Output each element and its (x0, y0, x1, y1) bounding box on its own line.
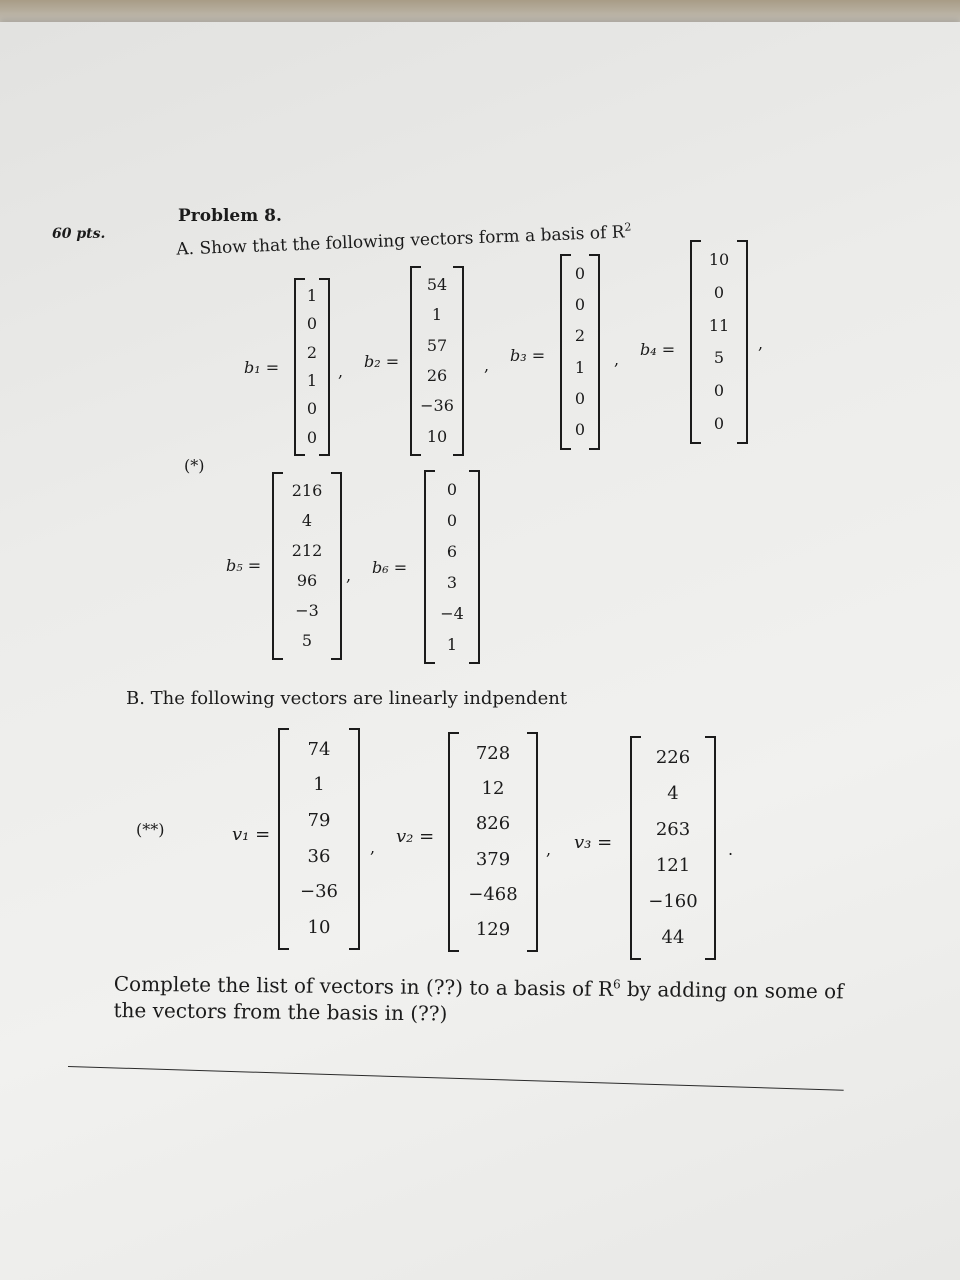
vector-entry: 1 (431, 305, 443, 325)
vector-entry: 0 (713, 282, 725, 302)
vector-entry: 216 (291, 481, 323, 500)
vector-entry: −4 (440, 603, 464, 623)
vector-entry: 5 (713, 348, 725, 368)
vector-b6 (424, 470, 480, 664)
vector-entry: 54 (426, 275, 448, 295)
vector-entry: 129 (475, 919, 511, 941)
vector-entry: −468 (468, 883, 518, 905)
vector-entry: 26 (426, 366, 448, 386)
vector-entry: 79 (307, 810, 331, 832)
vector-label-b1: b₁ = (244, 358, 280, 377)
part-a-prompt-exponent: 2 (624, 220, 632, 234)
vector-entry: 2 (574, 326, 586, 346)
vector-entry: 728 (475, 742, 511, 764)
part-b-prompt: B. The following vectors are linearly indpendent (126, 688, 568, 709)
vector-entry: 0 (306, 399, 318, 419)
vector-entry: 3 (446, 572, 458, 592)
vector-entry: 1 (306, 371, 318, 391)
vector-v3 (630, 736, 716, 960)
vector-entry: 12 (481, 777, 505, 799)
vector-entry: 10 (426, 426, 448, 446)
paper-sheet (0, 22, 960, 1280)
final-period: . (728, 840, 734, 859)
part-a-marker: (*) (184, 456, 205, 475)
vector-entry: 121 (655, 855, 691, 876)
problem-title: Problem 8. (178, 206, 282, 226)
vector-entry: 263 (655, 819, 691, 840)
vector-entry: 6 (446, 541, 458, 561)
vector-label-b2: b₂ = (364, 352, 400, 371)
vector-label-v3: v₃ = (574, 832, 613, 853)
vector-b1 (294, 278, 330, 456)
vector-entry: 11 (708, 315, 730, 335)
vector-entry: −3 (295, 601, 319, 620)
vector-entry: 0 (713, 380, 725, 400)
vector-entry: 2 (306, 342, 318, 362)
vector-entry: 212 (291, 541, 323, 560)
separator-comma: , (546, 840, 552, 859)
vector-entry: −36 (300, 881, 338, 903)
vector-entry: 1 (574, 357, 586, 377)
vector-entry: 826 (475, 813, 511, 835)
vector-b3 (560, 254, 600, 450)
vector-entry: 74 (307, 738, 331, 760)
separator-comma: , (370, 838, 376, 857)
vector-entry: 4 (667, 783, 679, 804)
vector-entry: 1 (313, 774, 325, 796)
vector-label-b6: b₆ = (372, 558, 408, 577)
part-b-marker: (**) (136, 820, 165, 839)
points-label: 60 pts. (52, 226, 106, 242)
vector-b4 (690, 240, 748, 444)
vector-entry: 0 (446, 479, 458, 499)
vector-v1 (278, 728, 360, 950)
instruction-line1-a: Complete the list of vectors in (??) to a basis of R (113, 971, 614, 1001)
part-a-prompt-text: A. Show that the following vectors form a basis of R (176, 222, 625, 260)
vector-v2 (448, 732, 538, 952)
vector-entry: 0 (713, 413, 725, 433)
separator-comma: , (338, 362, 344, 381)
vector-entry: 4 (301, 511, 313, 530)
vector-entry: 1 (446, 634, 458, 654)
vector-entry: 0 (574, 388, 586, 408)
vector-entry: 57 (426, 335, 448, 355)
vector-entry: 0 (306, 314, 318, 334)
vector-entry: 0 (446, 510, 458, 530)
vector-b5 (272, 472, 342, 660)
vector-label-b5: b₅ = (226, 556, 262, 575)
vector-entry: −36 (420, 396, 454, 416)
vector-entry: 379 (475, 848, 511, 870)
vector-entry: 36 (307, 845, 331, 867)
instruction-text (113, 966, 874, 1031)
vector-label-v2: v₂ = (396, 826, 435, 847)
instruction-exponent: 6 (612, 977, 621, 992)
vector-entry: 5 (301, 631, 313, 650)
vector-entry: 0 (306, 427, 318, 447)
instruction-line1-b: by adding on some of (620, 976, 844, 1004)
vector-entry: 10 (307, 917, 331, 939)
separator-comma: , (484, 356, 490, 375)
vector-entry: 0 (574, 294, 586, 314)
separator-comma: , (346, 566, 352, 585)
vector-label-v1: v₁ = (232, 824, 271, 845)
vector-entry: −160 (648, 891, 698, 912)
vector-b2 (410, 266, 464, 456)
vector-label-b4: b₄ = (640, 340, 676, 359)
vector-entry: 10 (708, 250, 730, 270)
separator-comma: , (758, 334, 764, 353)
vector-label-b3: b₃ = (510, 346, 546, 365)
vector-entry: 0 (574, 263, 586, 283)
instruction-line2: the vectors from the basis in (??) (113, 997, 448, 1026)
vector-entry: 44 (661, 927, 685, 948)
vector-entry: 1 (306, 286, 318, 306)
vector-entry: 96 (296, 571, 318, 590)
separator-comma: , (614, 350, 620, 369)
vector-entry: 0 (574, 420, 586, 440)
vector-entry: 226 (655, 747, 691, 768)
